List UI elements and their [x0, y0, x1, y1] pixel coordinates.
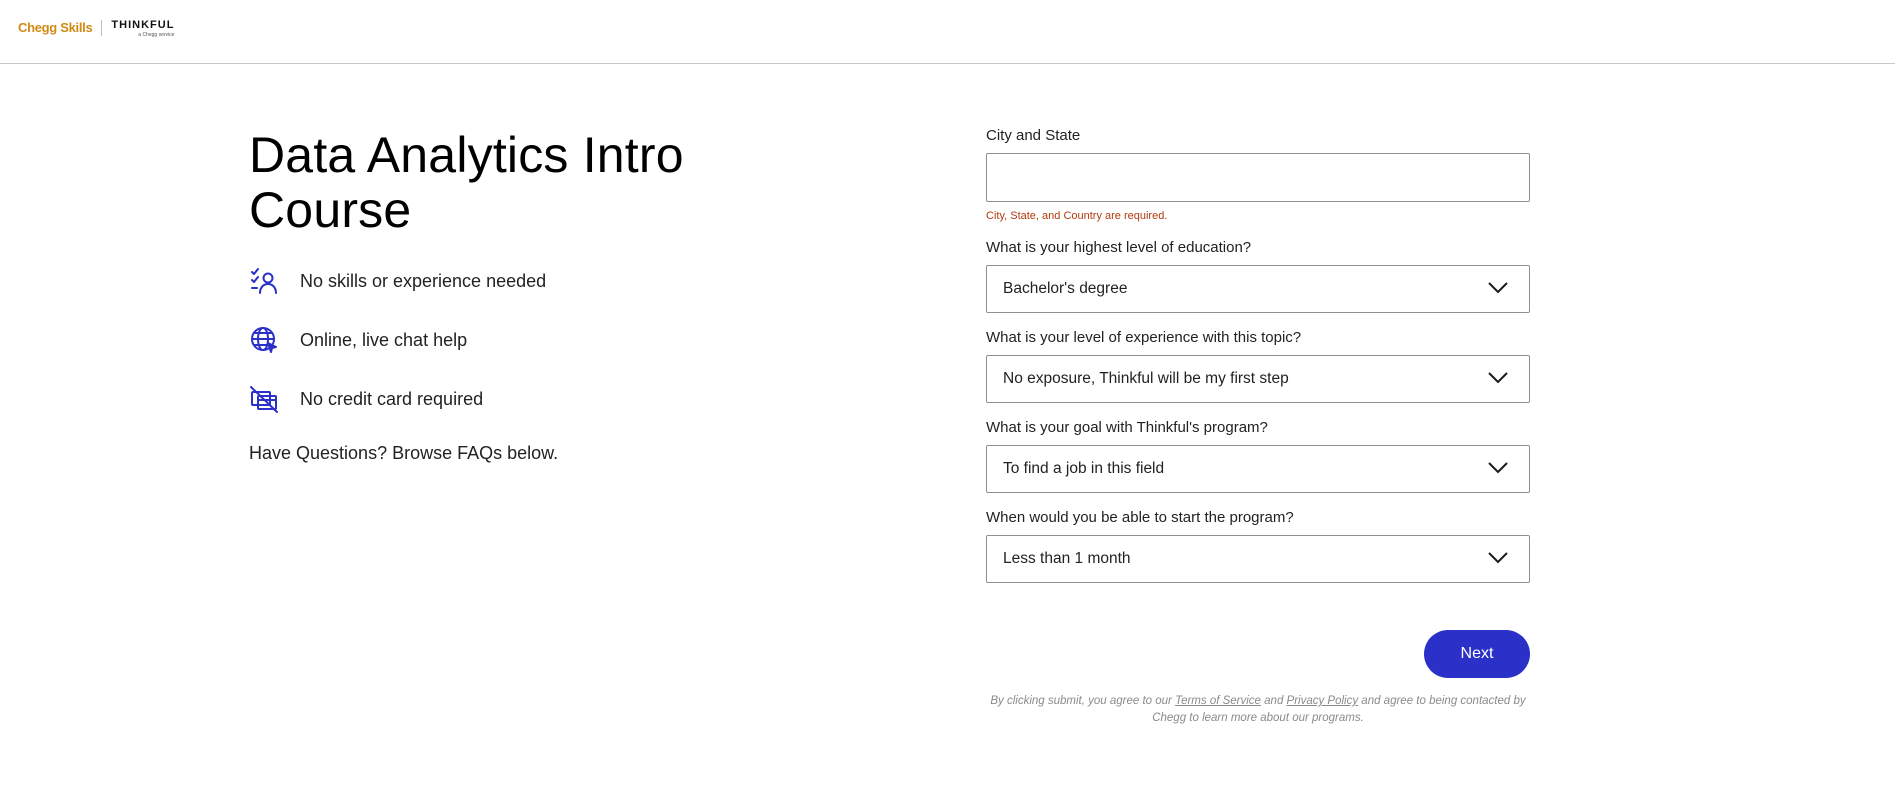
start-field-group	[986, 508, 1530, 583]
legal-and: and	[1260, 695, 1287, 707]
thinkful-logo-text: THINKFUL	[111, 19, 175, 31]
thinkful-logo-subtext: a Chegg service	[138, 32, 175, 38]
feature-item	[249, 384, 769, 414]
legal-suffix: and agree to being contacted by Chegg to learn more about our programs.	[1152, 695, 1526, 724]
legal-disclaimer	[986, 693, 1530, 727]
privacy-policy-link[interactable]: Privacy Policy	[1286, 695, 1359, 707]
goal-label: What is your goal with Thinkful's program?	[986, 419, 1268, 436]
course-intro	[249, 128, 769, 464]
thinkful-logo	[111, 20, 174, 38]
goal-select[interactable]	[986, 445, 1530, 493]
chegg-skills-logo: Chegg Skills	[18, 20, 93, 35]
globe-cursor-icon	[249, 325, 279, 355]
faq-prompt: Have Questions? Browse FAQs below.	[249, 443, 559, 463]
feature-item	[249, 325, 769, 355]
experience-selected-value: No exposure, Thinkful will be my first step	[1003, 370, 1289, 387]
city-state-label: City and State	[986, 127, 1081, 144]
enrollment-form	[986, 126, 1530, 583]
experience-select[interactable]	[986, 355, 1530, 403]
terms-of-service-link[interactable]: Terms of Service	[1175, 695, 1261, 707]
page-title: Data Analytics Intro Course	[249, 127, 684, 238]
experience-label: What is your level of experience with this topic?	[986, 329, 1302, 346]
chevron-down-icon	[1487, 551, 1509, 565]
feature-list	[249, 266, 769, 414]
feature-item	[249, 266, 769, 296]
experience-field-group	[986, 328, 1530, 403]
checklist-person-icon	[249, 266, 279, 296]
city-state-input[interactable]	[986, 153, 1530, 202]
education-label: What is your highest level of education?	[986, 239, 1252, 256]
chevron-down-icon	[1487, 371, 1509, 385]
site-header	[0, 0, 1895, 64]
start-selected-value: Less than 1 month	[1003, 550, 1131, 567]
city-state-error: City, State, and Country are required.	[986, 210, 1168, 222]
feature-text: Online, live chat help	[300, 329, 468, 350]
no-credit-card-icon	[249, 384, 279, 414]
education-selected-value: Bachelor's degree	[1003, 280, 1128, 297]
next-button[interactable]: Next	[1424, 630, 1530, 678]
start-label: When would you be able to start the program?	[986, 509, 1294, 526]
chevron-down-icon	[1487, 281, 1509, 295]
education-field-group	[986, 238, 1530, 313]
start-select[interactable]	[986, 535, 1530, 583]
legal-prefix: By clicking submit, you agree to our	[990, 695, 1176, 707]
chevron-down-icon	[1487, 461, 1509, 475]
feature-text: No credit card required	[300, 388, 484, 409]
goal-field-group	[986, 418, 1530, 493]
goal-selected-value: To find a job in this field	[1003, 460, 1165, 477]
brand-logo[interactable]	[18, 20, 174, 38]
feature-text: No skills or experience needed	[300, 270, 547, 291]
logo-divider	[101, 20, 102, 36]
city-field-group	[986, 126, 1530, 223]
education-select[interactable]	[986, 265, 1530, 313]
